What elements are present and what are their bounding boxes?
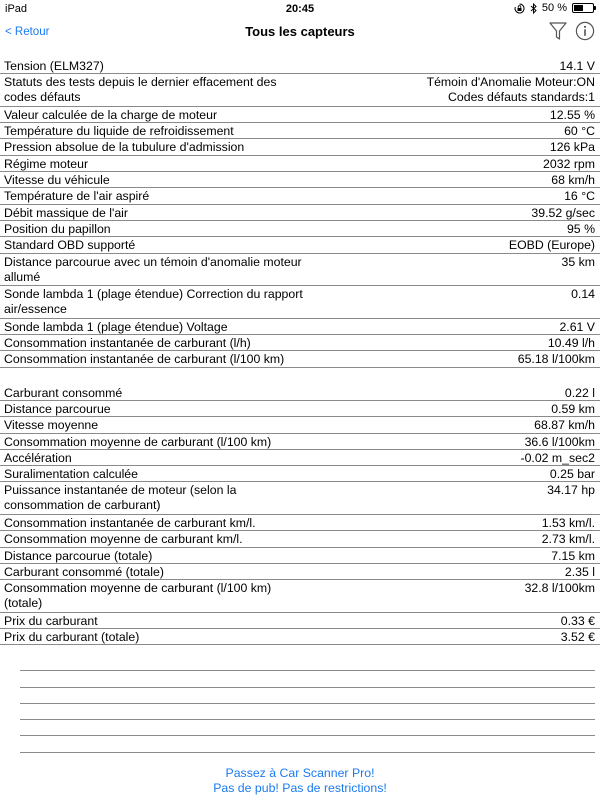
sensor-value: 16 °C xyxy=(564,189,595,204)
sensor-value: 126 kPa xyxy=(549,140,595,155)
sensor-label: Distance parcourue (totale) xyxy=(4,548,153,563)
sensor-label: Carburant consommé xyxy=(4,385,123,400)
sensor-label: Consommation moyenne de carburant (l/100 km) (totale) xyxy=(4,581,272,611)
sensor-value: 32.8 l/100km xyxy=(524,581,595,596)
sensor-label: Température du liquide de refroidissement xyxy=(4,124,234,139)
sensor-row[interactable] xyxy=(0,188,600,204)
promo-line-1: Passez à Car Scanner Pro! xyxy=(225,766,375,780)
sensor-label: Statuts des tests depuis le dernier effacement des codes défauts xyxy=(4,75,277,105)
sensor-row[interactable] xyxy=(0,172,600,188)
info-icon[interactable] xyxy=(575,21,595,41)
sensor-row[interactable] xyxy=(0,107,600,123)
empty-rows xyxy=(20,655,595,753)
sensor-value: Témoin d'Anomalie Moteur:ON Codes défauts standards:1 xyxy=(426,75,595,105)
sensor-value: 3.52 € xyxy=(560,630,595,645)
sensor-row[interactable] xyxy=(0,629,600,645)
clock: 20:45 xyxy=(285,3,315,15)
sensor-value: 12.55 % xyxy=(549,107,595,122)
sensor-label: Valeur calculée de la charge de moteur xyxy=(4,107,218,122)
sensor-value: 0.25 bar xyxy=(549,467,595,482)
sensor-value: 0.59 km xyxy=(551,401,595,416)
sensor-row[interactable] xyxy=(0,58,600,74)
sensor-value: 68.87 km/h xyxy=(534,418,595,433)
sensor-row[interactable] xyxy=(0,385,600,401)
sensor-row[interactable] xyxy=(0,254,600,287)
sensor-row[interactable] xyxy=(0,548,600,564)
sensor-row[interactable] xyxy=(0,237,600,253)
sensor-value: 65.18 l/100km xyxy=(517,352,595,367)
sensor-value: 60 °C xyxy=(564,124,595,139)
promo-line-2: Pas de pub! Pas de restrictions! xyxy=(213,780,387,795)
sensor-label: Température de l'air aspiré xyxy=(4,189,150,204)
sensor-label: Distance parcourue avec un témoin d'anomalie moteur allumé xyxy=(4,254,302,284)
sensor-value: 2.35 l xyxy=(564,564,595,579)
sensor-row[interactable] xyxy=(0,221,600,237)
sensor-value: 7.15 km xyxy=(551,548,595,563)
sensor-row[interactable] xyxy=(0,351,600,367)
sensor-label: Consommation instantanée de carburant (l/h) xyxy=(4,336,251,351)
device-name: iPad xyxy=(5,3,28,15)
sensor-value: 14.1 V xyxy=(559,59,595,73)
sensor-value: 10.49 l/h xyxy=(547,336,595,351)
sensor-value: 0.14 xyxy=(571,287,595,302)
sensor-label: Consommation moyenne de carburant km/l. xyxy=(4,532,243,547)
sensor-row[interactable] xyxy=(0,123,600,139)
sensor-row[interactable] xyxy=(0,319,600,335)
sensor-label: Consommation instantanée de carburant (l/100 km) xyxy=(4,352,285,367)
sensor-value: 34.17 hp xyxy=(547,483,595,498)
sensor-label: Carburant consommé (totale) xyxy=(4,564,164,579)
sensor-value: 95 % xyxy=(566,221,595,236)
sensor-row[interactable] xyxy=(0,580,600,613)
sensor-label: Sonde lambda 1 (plage étendue) Voltage xyxy=(4,319,228,334)
bluetooth-icon xyxy=(530,3,537,14)
sensor-label: Débit massique de l'air xyxy=(4,205,129,220)
group-spacer xyxy=(0,368,600,385)
sensor-label: Vitesse du véhicule xyxy=(4,173,110,188)
sensor-value: 39.52 g/sec xyxy=(531,205,595,220)
sensor-value: 0.33 € xyxy=(560,613,595,628)
sensor-label: Consommation instantanée de carburant km/l. xyxy=(4,516,256,531)
sensor-label: Sonde lambda 1 (plage étendue) Correction du rapport air/essence xyxy=(4,287,303,317)
sensor-value: 2.61 V xyxy=(559,319,595,334)
sensor-value: 68 km/h xyxy=(551,173,595,188)
sensor-row[interactable] xyxy=(0,139,600,155)
sensor-label: Consommation moyenne de carburant (l/100 km) xyxy=(4,434,272,449)
sensor-row[interactable] xyxy=(0,417,600,433)
sensor-label: Puissance instantanée de moteur (selon la consommation de carburant) xyxy=(4,483,237,513)
sensor-row[interactable] xyxy=(0,531,600,547)
sensor-row[interactable] xyxy=(0,564,600,580)
sensor-label: Vitesse moyenne xyxy=(4,418,99,433)
sensor-value: 2032 rpm xyxy=(543,156,595,171)
navigation-bar xyxy=(0,18,600,50)
sensor-value: 0.22 l xyxy=(564,385,595,400)
sensor-row[interactable] xyxy=(0,286,600,319)
sensor-row[interactable] xyxy=(0,74,600,107)
status-bar xyxy=(0,0,600,18)
sensor-value: -0.02 m_sec2 xyxy=(520,450,595,465)
sensor-label: Prix du carburant (totale) xyxy=(4,630,140,645)
sensor-row[interactable] xyxy=(0,335,600,351)
sensor-label: Distance parcourue xyxy=(4,401,111,416)
sensor-label: Standard OBD supporté xyxy=(4,238,136,253)
sensor-list[interactable] xyxy=(0,58,600,645)
page-title: Tous les capteurs xyxy=(245,24,355,39)
sensor-value: 1.53 km/l. xyxy=(541,516,595,531)
sensor-row[interactable] xyxy=(0,156,600,172)
sensor-label: Tension (ELM327) xyxy=(4,59,104,73)
sensor-value: EOBD (Europe) xyxy=(508,238,595,253)
sensor-row[interactable] xyxy=(0,466,600,482)
sensor-label: Pression absolue de la tubulure d'admission xyxy=(4,140,245,155)
sensor-row[interactable] xyxy=(0,205,600,221)
sensor-row[interactable] xyxy=(0,515,600,531)
battery-percent: 50 % xyxy=(541,2,567,14)
back-button[interactable]: < Retour xyxy=(5,26,50,38)
sensor-value: 36.6 l/100km xyxy=(524,434,595,449)
sensor-value: 35 km xyxy=(561,254,595,269)
sensor-row[interactable] xyxy=(0,401,600,417)
sensor-label: Régime moteur xyxy=(4,156,89,171)
filter-icon[interactable] xyxy=(549,21,567,41)
sensor-value: 2.73 km/l. xyxy=(541,532,595,547)
sensor-row[interactable] xyxy=(0,434,600,450)
sensor-row[interactable] xyxy=(0,613,600,629)
sensor-label: Suralimentation calculée xyxy=(4,467,138,482)
battery-icon xyxy=(572,3,594,13)
sensor-row[interactable] xyxy=(0,450,600,466)
lock-rotation-icon xyxy=(514,3,525,14)
sensor-label: Accélération xyxy=(4,450,72,465)
sensor-row[interactable] xyxy=(0,482,600,515)
sensor-label: Position du papillon xyxy=(4,221,111,236)
upgrade-promo-link[interactable] xyxy=(0,766,600,795)
sensor-label: Prix du carburant xyxy=(4,613,98,628)
